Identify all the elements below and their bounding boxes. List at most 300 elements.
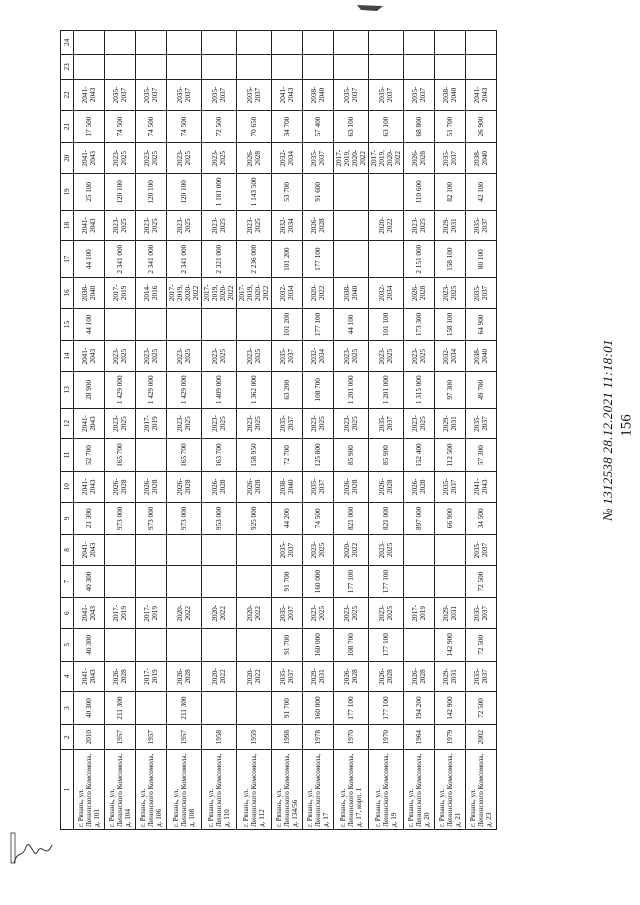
table-cell: 63 200 [272,371,303,408]
table-cell [435,565,466,598]
table-cell [167,629,202,662]
table-cell [334,54,369,80]
table-cell: 1 429 000 [167,371,202,408]
table-cell: 1957 [136,724,167,750]
table-cell [369,54,404,80]
table-cell [466,31,497,55]
column-number: 17 [61,241,74,278]
table-cell: 2035-2037 [435,143,466,174]
table-cell: 2035-2037 [466,598,497,629]
table-cell: 177 100 [369,629,404,662]
column-number: 14 [61,341,74,372]
table-cell: 2023-2025 [202,408,237,439]
table-cell: 2023-2025 [435,278,466,309]
table-cell: 2026-2028 [404,278,435,309]
table-cell [237,629,272,662]
table-cell: 2041-2043 [74,80,105,111]
column-number: 19 [61,173,74,210]
table-row [466,31,497,830]
table-cell: 2014-2016 [136,278,167,309]
address-cell: г. Рязань, ул. Ленинского Комсомола, д. 134/56 [272,750,303,830]
table-cell [136,439,167,472]
table-cell: 2023-2025 [202,210,237,241]
address-cell: г. Рязань, ул. Ленинского Комсомола, д. 17 [303,750,334,830]
table-cell: 2041-2043 [74,408,105,439]
table-cell: 26 900 [466,110,497,143]
table-cell [202,31,237,55]
page-number: 156 [618,414,635,437]
table-cell [272,54,303,80]
table-cell: 53 700 [272,173,303,210]
table-cell: 2026-2028 [237,143,272,174]
table-cell: 2035-2037 [136,80,167,111]
table-cell: 2038-2040 [466,341,497,372]
table-cell: 57 400 [303,110,334,143]
table-cell: 101 200 [272,241,303,278]
table-cell: 2023-2025 [404,210,435,241]
table-cell: 97 300 [435,371,466,408]
table-cell [435,31,466,55]
column-number: 5 [61,629,74,662]
table-cell [202,535,237,566]
table-cell: 2023-2025 [334,598,369,629]
table-cell: 173 300 [404,308,435,341]
table-cell: 120 100 [167,173,202,210]
column-number: 24 [61,31,74,55]
table-cell: 2017-2019, 2020-2022 [167,278,202,309]
table-cell [435,535,466,566]
rotated-page-content [60,30,624,830]
table-cell [202,629,237,662]
table-cell: 2035-2037 [466,278,497,309]
table-cell [334,31,369,55]
table-cell: 72 500 [202,110,237,143]
table-cell [466,54,497,80]
table-cell [136,692,167,725]
table-cell: 2041-2043 [74,535,105,566]
table-row [202,31,237,830]
table-cell: 177 100 [369,565,404,598]
table-cell [136,535,167,566]
table-cell: 34 500 [466,502,497,535]
table-cell: 74 500 [303,502,334,535]
table-cell: 112 500 [435,439,466,472]
table-cell: 160 000 [303,692,334,725]
table-cell: 165 700 [105,439,136,472]
table-cell: 953 000 [202,502,237,535]
table-row [272,31,303,830]
table-cell [237,565,272,598]
table-cell [404,535,435,566]
table-row [334,31,369,830]
table-cell: 2023-2025 [167,408,202,439]
table-cell: 2020-2022 [334,535,369,566]
address-cell: г. Рязань, ул. Ленинского Комсомола, д. 104 [105,750,136,830]
table-cell [105,308,136,341]
table-cell: 2026-2028 [105,471,136,502]
table-cell [136,31,167,55]
table-cell: 40 300 [74,692,105,725]
table-cell: 2035-2037 [303,471,334,502]
table-cell: 211 300 [167,692,202,725]
table-cell: 2029-2031 [435,408,466,439]
address-cell: г. Рязань, ул. Ленинского Комсомола, д. 110 [202,750,237,830]
table-cell [404,31,435,55]
table-cell: 177 100 [334,692,369,725]
table-cell: 1 409 000 [202,371,237,408]
table-row [167,31,202,830]
table-cell [105,565,136,598]
table-cell: 2032-2034 [272,278,303,309]
table-cell: 101 100 [369,308,404,341]
table-cell: 2 321 000 [202,241,237,278]
table-header-row [61,31,74,830]
table-cell: 91 700 [272,629,303,662]
table-cell: 2023-2025 [334,408,369,439]
table-cell: 897 000 [404,502,435,535]
address-cell: г. Рязань, ул. Ленинского Комсомола, д. 106 [136,750,167,830]
table-cell: 2035-2037 [303,143,334,174]
table-cell: 74 500 [167,110,202,143]
table-cell [202,54,237,80]
table-cell [237,692,272,725]
table-cell: 1970 [334,724,369,750]
table-cell: 2023-2025 [167,210,202,241]
table-cell [105,535,136,566]
table-cell [369,241,404,278]
column-number: 6 [61,598,74,629]
table-cell: 52 700 [74,439,105,472]
table-cell: 40 300 [74,565,105,598]
table-cell: 125 800 [303,439,334,472]
table-cell: 2002 [466,724,497,750]
table-cell: 63 100 [334,110,369,143]
table-cell [105,629,136,662]
table-cell: 2035-2037 [237,80,272,111]
table-cell: 2 341 000 [136,241,167,278]
table-cell [167,31,202,55]
table-cell: 1 315 000 [404,371,435,408]
table-cell: 85 900 [369,439,404,472]
table-cell: 2035-2037 [272,535,303,566]
table-cell: 74 500 [105,110,136,143]
table-cell: 2020-2022 [237,661,272,692]
table-cell: 108 700 [334,629,369,662]
table-cell: 2035-2037 [167,80,202,111]
table-cell: 2035-2037 [466,210,497,241]
table-cell: 2035-2037 [105,80,136,111]
table-cell: 2023-2025 [334,341,369,372]
table-cell: 1970 [369,724,404,750]
table-cell: 2035-2037 [435,471,466,502]
address-cell: г. Рязань, ул. Ленинского Комсомола, д. 21 [435,750,466,830]
table-cell: 2032-2034 [369,278,404,309]
table-cell: 91 600 [303,173,334,210]
table-cell [202,308,237,341]
table-cell: 2026-2028 [237,471,272,502]
table-cell: 72 700 [272,439,303,472]
table-cell: 2038-2040 [466,143,497,174]
table-cell [369,31,404,55]
table-row [369,31,404,830]
table-cell: 2041-2043 [74,661,105,692]
table-cell: 1 201 000 [334,371,369,408]
table-cell: 120 100 [136,173,167,210]
table-cell [237,308,272,341]
table-cell [136,629,167,662]
table-cell [74,31,105,55]
table-cell: 2026-2028 [404,471,435,502]
table-cell: 1 143 500 [237,173,272,210]
table-cell: 2041-2043 [466,80,497,111]
table-cell: 2035-2037 [369,80,404,111]
table-cell: 1 362 000 [237,371,272,408]
table-cell [167,54,202,80]
table-cell [404,629,435,662]
table-cell: 2017-2019 [105,598,136,629]
table-cell: 1958 [202,724,237,750]
table-cell: 2 236 000 [237,241,272,278]
table-cell: 2038-2040 [334,278,369,309]
table-cell: 1957 [167,724,202,750]
table-cell: 177 100 [334,565,369,598]
table-cell: 2029-2031 [435,661,466,692]
table-cell: 1978 [303,724,334,750]
table-cell [105,31,136,55]
table-cell: 211 300 [105,692,136,725]
table-cell: 142 900 [435,692,466,725]
table-cell: 2023-2025 [136,341,167,372]
table-cell: 2041-2043 [74,210,105,241]
table-cell: 2026-2028 [167,661,202,692]
column-number: 3 [61,692,74,725]
table-cell [303,31,334,55]
table-cell: 44 100 [74,308,105,341]
table-cell: 110 600 [404,173,435,210]
table-cell: 40 300 [74,629,105,662]
table-cell: 2026-2028 [167,471,202,502]
table-cell: 80 100 [466,241,497,278]
table-cell: 2041-2043 [74,341,105,372]
table-cell: 177 100 [369,692,404,725]
table-cell: 2026-2028 [404,661,435,692]
table-cell: 2023-2025 [303,408,334,439]
table-cell: 21 300 [74,502,105,535]
table-cell: 2026-2028 [105,661,136,692]
table-cell: 2026-2028 [202,471,237,502]
table-cell: 2023-2025 [105,408,136,439]
table-cell: 2026-2028 [369,661,404,692]
table-cell: 2026-2028 [303,210,334,241]
table-cell: 2017-2019, 2020-2022 [237,278,272,309]
column-number: 23 [61,54,74,80]
table-cell: 2026-2028 [334,661,369,692]
table-cell [202,692,237,725]
table-cell: 63 100 [369,110,404,143]
table-cell [136,54,167,80]
table-cell: 2023-2025 [105,210,136,241]
table-cell: 2035-2037 [272,598,303,629]
table-row [435,31,466,830]
table-cell: 101 200 [272,308,303,341]
column-number: 10 [61,471,74,502]
table-cell: 108 700 [303,371,334,408]
table-cell: 85 900 [334,439,369,472]
table-cell: 2 151 000 [404,241,435,278]
table-cell: 42 100 [466,173,497,210]
table-cell: 2026-2028 [334,471,369,502]
table-cell: 158 950 [237,439,272,472]
scan-mark [355,0,385,10]
table-cell: 2020-2022 [167,598,202,629]
table-row [303,31,334,830]
table-cell: 2023-2025 [202,341,237,372]
table-cell: 2023-2025 [404,341,435,372]
table-cell: 1964 [404,724,435,750]
address-cell: г. Рязань, ул. Ленинского Комсомола, д. 19 [369,750,404,830]
table-cell: 91 700 [272,565,303,598]
table-cell: 973 000 [167,502,202,535]
table-cell: 2026-2028 [136,471,167,502]
table-cell [435,54,466,80]
table-cell: 2 341 000 [105,241,136,278]
table-cell [74,54,105,80]
table-cell: 2017-2019 [105,278,136,309]
table-cell: 2 341 000 [167,241,202,278]
table-cell: 177 100 [303,308,334,341]
table-cell [167,535,202,566]
table-cell: 2017-2019 [136,598,167,629]
table-cell: 165 700 [167,439,202,472]
table-cell [167,308,202,341]
table-cell: 142 900 [435,629,466,662]
address-cell: г. Рязань, ул. Ленинского Комсомола, д. 20 [404,750,435,830]
table-cell: 158 100 [435,241,466,278]
table-cell: 194 200 [404,692,435,725]
table-cell: 2041-2043 [74,598,105,629]
table-cell: 2023-2025 [303,598,334,629]
table-cell: 1998 [272,724,303,750]
table-cell: 2023-2025 [105,143,136,174]
table-cell [369,173,404,210]
table-cell: 2038-2040 [272,471,303,502]
table-cell: 82 100 [435,173,466,210]
capital-repair-table [60,30,497,830]
table-cell: 2023-2025 [237,341,272,372]
address-cell: г. Рязань, ул. Ленинского Комсомола, д. 112 [237,750,272,830]
table-cell: 160 000 [303,629,334,662]
document-stamp: № 1312538 28.12.2021 11:18:01 [600,339,615,521]
table-cell: 2032-2034 [303,341,334,372]
address-cell: г. Рязань, ул. Ленинского Комсомола, д. 101 [74,750,105,830]
table-cell: 1 429 000 [105,371,136,408]
table-cell: 2023-2025 [105,341,136,372]
table-cell [237,535,272,566]
table-cell: 2023-2025 [237,408,272,439]
table-cell: 177 100 [303,241,334,278]
table-cell: 57 300 [466,439,497,472]
table-cell [237,31,272,55]
table-cell: 2035-2037 [272,661,303,692]
table-cell: 2017-2019, 2020-2022 [334,143,369,174]
table-cell: 2023-2025 [167,341,202,372]
table-cell [167,565,202,598]
table-cell [334,241,369,278]
table-cell [334,173,369,210]
table-cell: 2023-2025 [136,210,167,241]
column-number: 8 [61,535,74,566]
table-cell: 2041-2043 [272,80,303,111]
table-cell: 2020-2022 [202,598,237,629]
table-cell: 64 900 [466,308,497,341]
table-cell: 2017-2019 [136,408,167,439]
table-cell: 2017-2019 [404,598,435,629]
table-cell: 44 100 [334,308,369,341]
table-cell: 2029-2031 [435,598,466,629]
column-number: 21 [61,110,74,143]
table-cell: 821 000 [369,502,404,535]
table-cell: 120 100 [105,173,136,210]
table-cell: 158 100 [435,308,466,341]
table-cell: 2020-2022 [237,598,272,629]
table-cell: 1 201 000 [369,371,404,408]
table-cell: 91 700 [272,692,303,725]
table-cell: 2010 [74,724,105,750]
table-cell: 973 000 [105,502,136,535]
column-number: 1 [61,750,74,830]
table-cell: 2029-2031 [303,661,334,692]
table-cell: 2035-2037 [466,661,497,692]
table-cell [272,31,303,55]
table-cell: 2041-2043 [74,143,105,174]
table-cell [404,54,435,80]
table-cell: 2035-2037 [466,408,497,439]
table-cell: 1957 [105,724,136,750]
table-row [74,31,105,830]
table-cell: 2020-2022 [369,210,404,241]
table-cell: 2038-2040 [435,80,466,111]
address-cell: г. Рязань, ул. Ленинского Комсомола, д. 108 [167,750,202,830]
column-number: 16 [61,278,74,309]
table-cell: 1 181 000 [202,173,237,210]
table-row [404,31,435,830]
table-cell: 2017-2019 [136,661,167,692]
table-cell: 2017-2019, 2020-2022 [202,278,237,309]
table-cell: 2032-2034 [272,210,303,241]
table-cell: 2035-2037 [334,80,369,111]
table-cell: 28 900 [74,371,105,408]
column-number: 18 [61,210,74,241]
table-cell: 25 100 [74,173,105,210]
table-cell: 2035-2037 [202,80,237,111]
table-cell: 2026-2028 [369,471,404,502]
table-cell: 2023-2025 [167,143,202,174]
table-cell: 2017-2019, 2020-2022 [369,143,404,174]
table-cell: 2041-2043 [74,471,105,502]
table-cell: 1959 [237,724,272,750]
table-cell: 152 400 [404,439,435,472]
table-cell: 66 900 [435,502,466,535]
table-cell: 1 429 000 [136,371,167,408]
table-cell: 44 100 [74,241,105,278]
table-cell: 821 000 [334,502,369,535]
table-cell: 51 700 [435,110,466,143]
table-cell: 2023-2025 [202,143,237,174]
table-cell: 2023-2025 [303,535,334,566]
table-cell: 2035-2037 [272,341,303,372]
column-number: 20 [61,143,74,174]
column-number: 11 [61,439,74,472]
